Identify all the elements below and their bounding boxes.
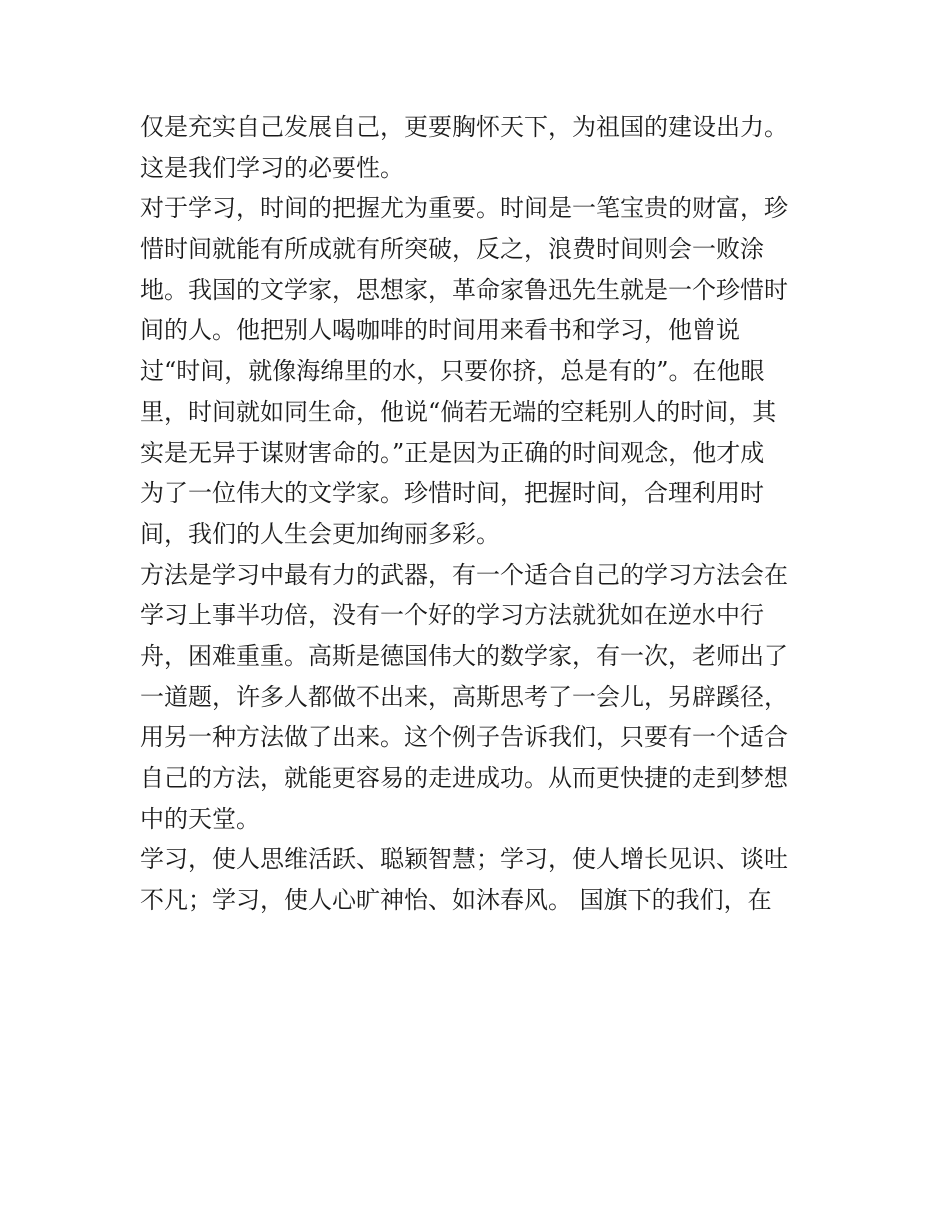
text-line: 不凡；学习，使人心旷神怡、如沐春风。 国旗下的我们，在	[140, 886, 772, 915]
text-line: 方法是学习中最有力的武器，有一个适合自己的学习方法会在	[140, 560, 788, 589]
text-line: 间，我们的人生会更加绚丽多彩。	[140, 519, 500, 548]
text-line: 过“时间，就像海绵里的水，只要你挤，总是有的”。在他眼	[140, 357, 765, 386]
text-line: 对于学习，时间的把握尤为重要。时间是一笔宝贵的财富，珍	[140, 194, 788, 223]
text-line: 为了一位伟大的文学家。珍惜时间，把握时间，合理利用时	[140, 479, 764, 508]
text-line: 舟，困难重重。高斯是德国伟大的数学家，有一次，老师出了	[140, 641, 788, 670]
document-text	[140, 107, 830, 921]
text-line: 惜时间就能有所成就有所突破，反之，浪费时间则会一败涂	[140, 235, 764, 264]
text-line: 仅是充实自己发展自己，更要胸怀天下，为祖国的建设出力。	[140, 113, 788, 141]
text-line: 间的人。他把别人喝咖啡的时间用来看书和学习，他曾说	[140, 316, 740, 345]
text-line: 这是我们学习的必要性。	[140, 153, 404, 182]
text-line: 里，时间就如同生命，他说“倘若无端的空耗别人的时间，其	[140, 397, 777, 426]
text-line: 自己的方法，就能更容易的走进成功。从而更快捷的走到梦想	[140, 764, 788, 792]
text-line: 学习上事半功倍，没有一个好的学习方法就犹如在逆水中行	[140, 601, 764, 630]
text-line: 实是无异于谋财害命的。”正是因为正确的时间观念，他才成	[140, 438, 765, 467]
text-line: 用另一种方法做了出来。这个例子告诉我们，只要有一个适合	[140, 723, 788, 752]
text-line: 一道题，许多人都做不出来，高斯思考了一会儿，另辟蹊径，	[140, 682, 788, 711]
text-line: 地。我国的文学家，思想家，革命家鲁迅先生就是一个珍惜时	[140, 275, 788, 304]
text-line: 学习，使人思维活跃、聪颖智慧；学习，使人增长见识、谈吐	[140, 845, 788, 874]
text-line: 中的天堂。	[140, 804, 260, 833]
